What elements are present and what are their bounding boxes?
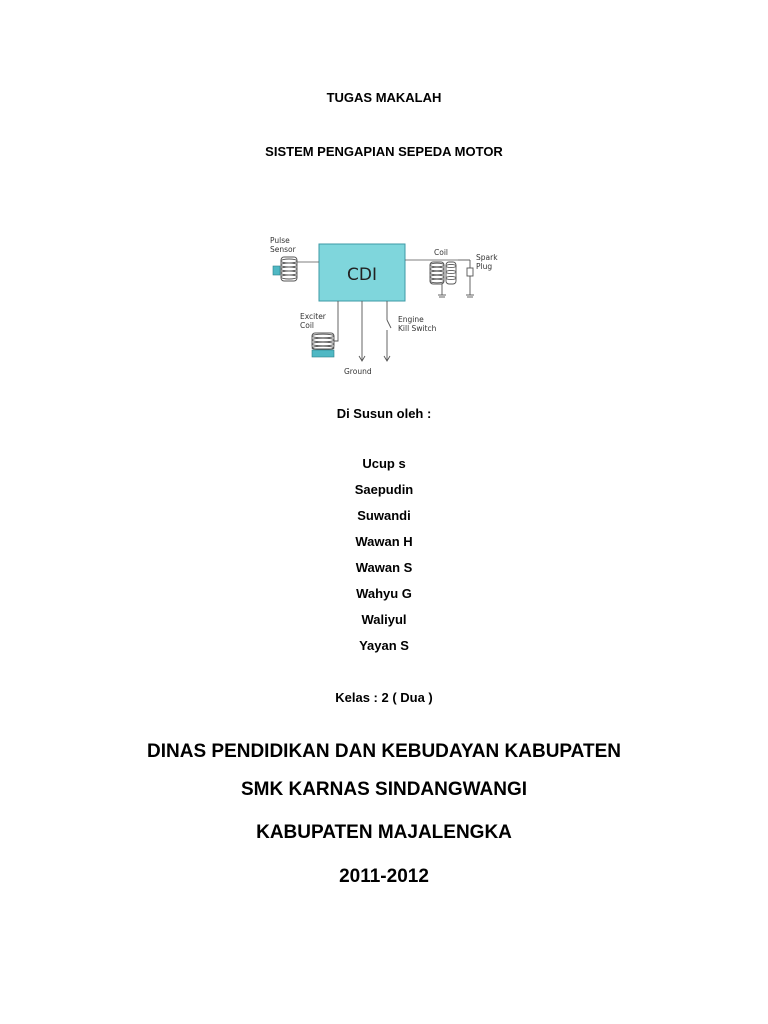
author-name: Wawan S <box>355 560 413 575</box>
exciter-magnet <box>312 350 334 357</box>
ignition-coil-icon <box>430 262 456 297</box>
author-name: Wahyu G <box>356 586 412 601</box>
kill-switch-label-2: Kill Switch <box>398 324 437 333</box>
document-subtitle: SISTEM PENGAPIAN SEPEDA MOTOR <box>265 144 503 159</box>
pulse-sensor-magnet <box>273 266 280 275</box>
exciter-coil-label-1: Exciter <box>300 312 326 321</box>
kill-switch-label-1: Engine <box>398 315 424 324</box>
ground-icon <box>359 301 365 361</box>
institution-line-1: DINAS PENDIDIKAN DAN KEBUDAYAN KABUPATEN <box>147 741 621 762</box>
author-name: Waliyul <box>361 612 407 627</box>
exciter-coil-label-2: Coil <box>300 321 314 330</box>
kill-switch-icon <box>384 301 391 361</box>
ground-label: Ground <box>344 367 372 376</box>
document-title: TUGAS MAKALAH <box>326 90 442 105</box>
pulse-sensor-label-2: Sensor <box>270 245 296 254</box>
author-name: Ucup s <box>362 456 406 471</box>
spark-plug-label-2: Plug <box>476 262 493 271</box>
academic-year: 2011-2012 <box>339 866 429 887</box>
cdi-ignition-diagram <box>266 232 502 380</box>
pulse-sensor-label-1: Pulse <box>270 236 290 245</box>
exciter-coil-icon <box>312 301 338 350</box>
author-name: Saepudin <box>354 482 414 497</box>
class-info: Kelas : 2 ( Dua ) <box>335 690 433 705</box>
spark-plug-label-1: Spark <box>476 253 498 262</box>
author-name: Yayan S <box>359 638 409 653</box>
institution-line-3: KABUPATEN MAJALENGKA <box>256 822 512 843</box>
institution-line-2: SMK KARNAS SINDANGWANGI <box>240 779 528 800</box>
spark-plug-icon <box>458 260 474 297</box>
coil-label: Coil <box>434 248 448 257</box>
cdi-label: CDI <box>347 265 377 285</box>
pulse-sensor-coil <box>281 257 297 281</box>
authors-heading: Di Susun oleh : <box>336 406 432 421</box>
author-name: Suwandi <box>357 508 411 523</box>
author-name: Wawan H <box>355 534 413 549</box>
